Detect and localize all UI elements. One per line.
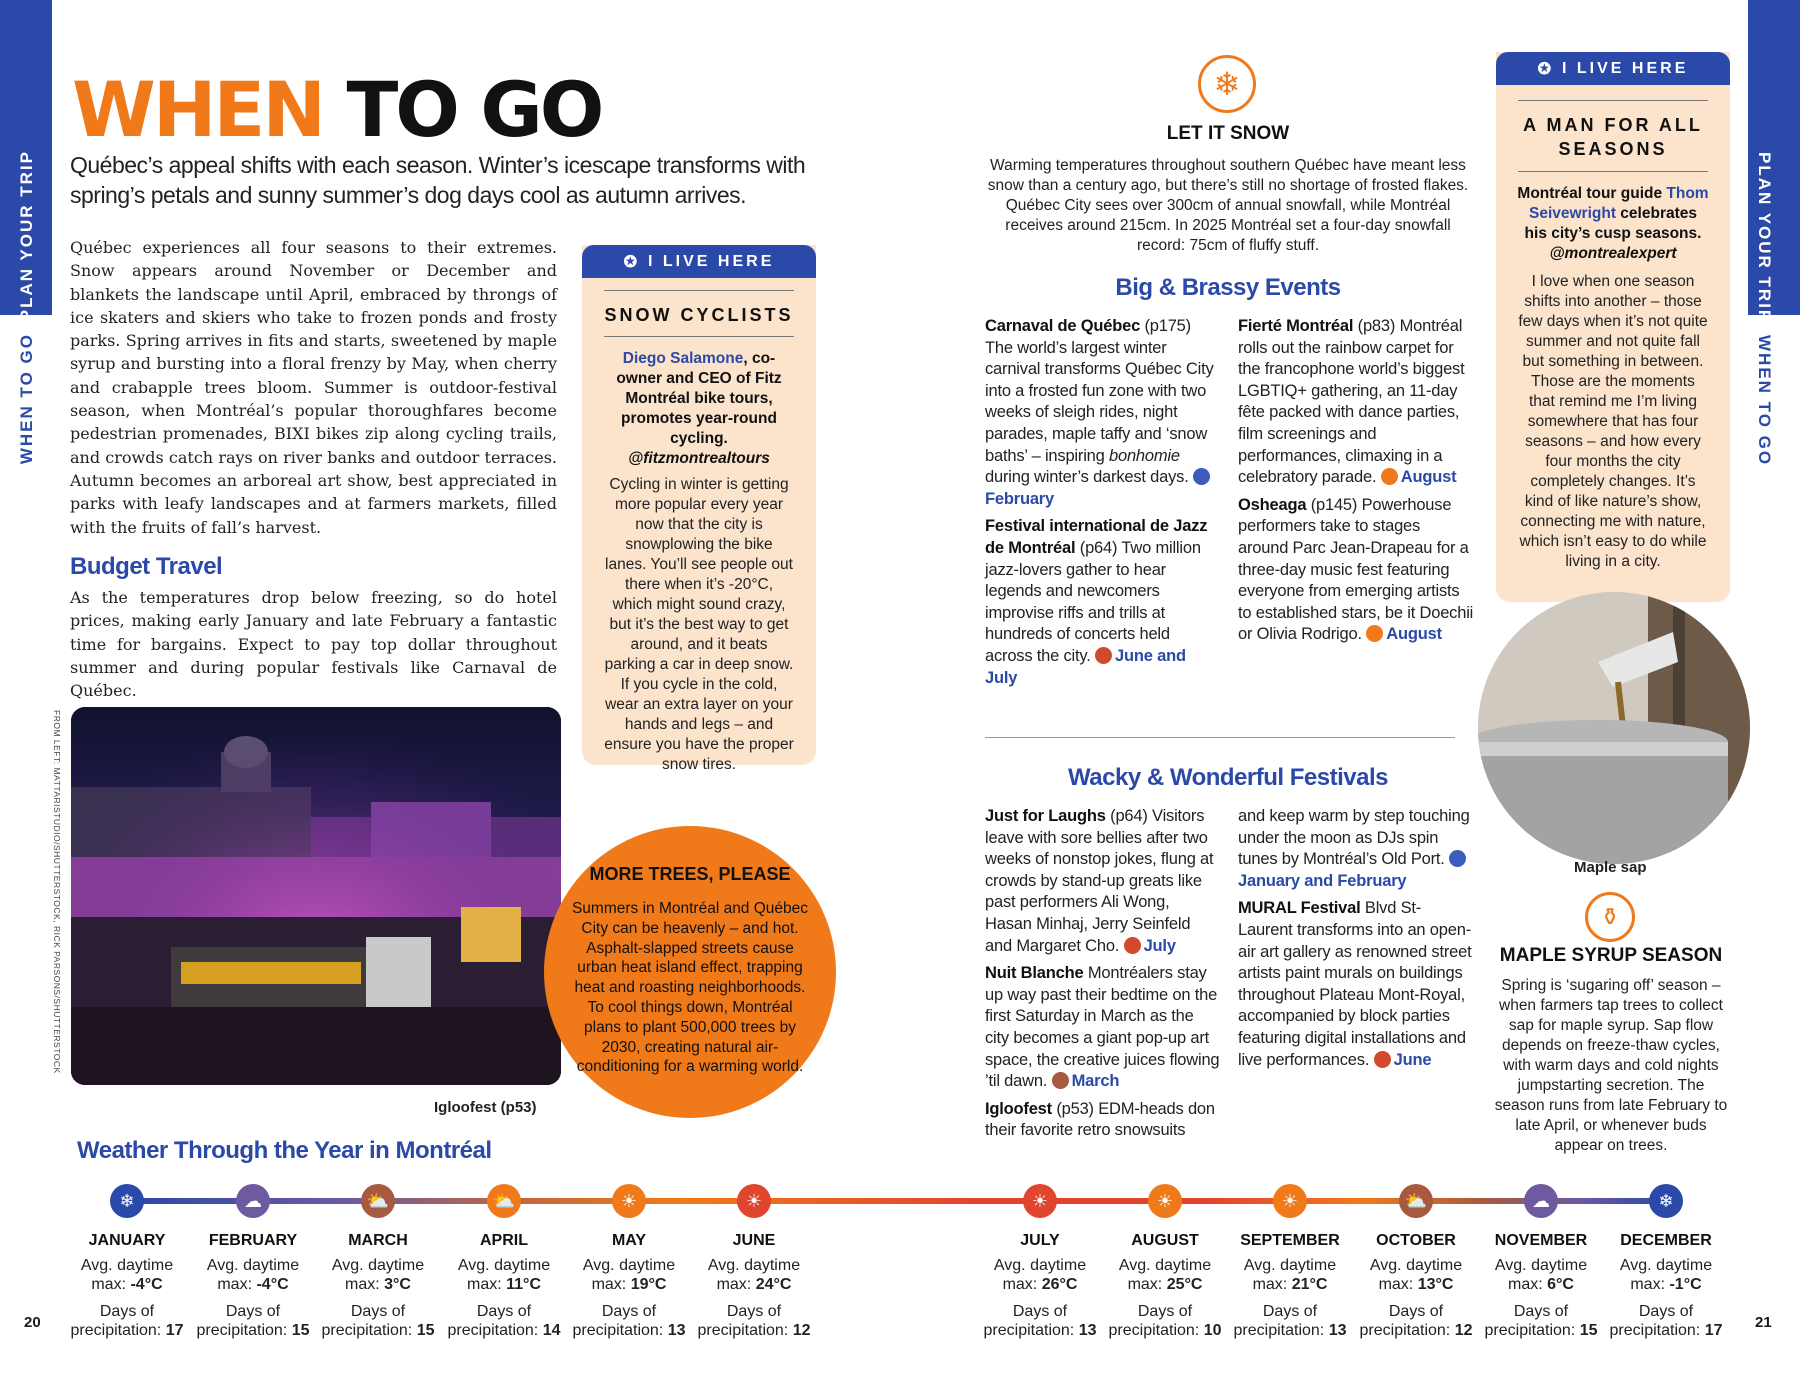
precipitation-value: 13 [667, 1322, 686, 1339]
snow-cyclists-lead [582, 349, 816, 449]
igloofest-photo [71, 707, 561, 1085]
precipitation-label: Days of precipitation: [1609, 1303, 1701, 1339]
event-name: MURAL Festival [1238, 899, 1361, 918]
month-name: MARCH [348, 1232, 408, 1249]
event-when-label: August [1400, 468, 1457, 487]
weather-month-april [439, 1184, 569, 1340]
snow-cyclists-header [582, 245, 816, 278]
temperature-label: Avg. daytime max: [1243, 1257, 1337, 1293]
divider [1518, 100, 1708, 101]
event-when [1381, 468, 1457, 486]
snowflake-glyph: ❄ [1213, 66, 1241, 102]
month-temperature [1351, 1256, 1481, 1294]
event-when-label: February [985, 489, 1055, 508]
maple-bottle-icon [1585, 892, 1635, 942]
temperature-label: Avg. daytime max: [1369, 1257, 1463, 1293]
maple-sap-illustration [1478, 592, 1750, 864]
sun-icon: ☀ [737, 1184, 771, 1218]
month-temperature [1225, 1256, 1355, 1294]
month-name: OCTOBER [1376, 1232, 1456, 1249]
igloofest-photo-illustration [71, 707, 561, 1085]
weather-heading: Weather Through the Year in Montréal [77, 1137, 492, 1164]
precipitation-value: 17 [165, 1322, 184, 1339]
event-name: Igloofest [985, 1099, 1052, 1118]
snow-cyclists-title: SNOW CYCLISTS [604, 305, 794, 325]
title-part-togo: TO GO [346, 65, 602, 154]
precipitation-value: 10 [1203, 1322, 1222, 1339]
cloud-snow-icon: ☁ [1524, 1184, 1558, 1218]
precipitation-label: Days of precipitation: [1108, 1303, 1200, 1339]
month-temperature [975, 1256, 1105, 1294]
precipitation-value: 15 [1579, 1322, 1598, 1339]
budget-text: As the temperatures drop below freezing, so do hotel prices, making early January and late February a fantastic time for bargains. Expect to pay top dollar throughout summer and during popular festivals like Carnaval de Québec. [70, 588, 557, 701]
cloud-sun-icon: ⛅ [1399, 1184, 1433, 1218]
sun-icon [1095, 647, 1112, 664]
event-text: and keep warm by step touching under the moon as DJs spin tunes by Montréal’s Old Port. [1238, 807, 1470, 869]
sun-icon [1374, 1051, 1391, 1068]
month-temperature [1476, 1256, 1606, 1294]
weather-month-february [188, 1184, 318, 1340]
temperature-label: Avg. daytime max: [582, 1257, 676, 1293]
event-when-label: March [1071, 1072, 1120, 1091]
right-tab-label: PLAN YOUR TRIP [1755, 152, 1774, 324]
cloud-sun-icon: ⛅ [487, 1184, 521, 1218]
temperature-value: 3°C [384, 1276, 411, 1293]
precipitation-label: Days of precipitation: [70, 1303, 162, 1339]
divider [1518, 171, 1708, 172]
month-name: AUGUST [1131, 1232, 1199, 1249]
temperature-label: Avg. daytime max: [457, 1257, 551, 1293]
big-brassy-col-2 [1238, 316, 1474, 646]
temperature-label: Avg. daytime max: [1619, 1257, 1713, 1293]
temperature-value: 25°C [1166, 1276, 1203, 1293]
event-when-label: June [1393, 1050, 1432, 1069]
sun-icon: ☀ [1148, 1184, 1182, 1218]
all-seasons-handle: @montrealexpert [1549, 245, 1677, 262]
section-divider [985, 737, 1455, 738]
event-name: Festival international de Jazz de Montréal [985, 517, 1208, 557]
month-name: JUNE [732, 1232, 776, 1249]
title-part-when: WHEN [72, 65, 323, 154]
weather-month-may [564, 1184, 694, 1340]
month-precipitation [1100, 1302, 1230, 1340]
month-temperature [313, 1256, 443, 1294]
event-ref: (p64) [1105, 807, 1148, 825]
budget-heading: Budget Travel [70, 553, 223, 580]
maple-title: MAPLE SYRUP SEASON [1499, 945, 1723, 966]
maple-body: Spring is ‘sugaring off’ season – when farmers tap trees to collect sap for maple syrup. Sap flow depends on freeze-thaw cycles, with warm days and cold nights jumpstarting secretion. The season runs from late February to late April, or whenever buds appear on trees. [1494, 977, 1728, 1154]
month-temperature [564, 1256, 694, 1294]
snowflake-icon [1449, 850, 1466, 867]
temperature-value: 21°C [1291, 1276, 1328, 1293]
month-precipitation [439, 1302, 569, 1340]
sun-icon [1124, 937, 1141, 954]
sun-icon: ☀ [1273, 1184, 1307, 1218]
weather-month-november [1476, 1184, 1606, 1340]
precipitation-value: 12 [792, 1322, 811, 1339]
temperature-label: Avg. daytime max: [707, 1257, 801, 1293]
photo-credit: FROM LEFT: MATTARISTUDIO/SHUTTERSTOCK, RICK PARSONS/SHUTTERSTOCK [52, 710, 62, 1074]
all-seasons-lead [1496, 184, 1730, 244]
month-precipitation [689, 1302, 819, 1340]
temperature-value: 24°C [755, 1276, 792, 1293]
temperature-value: 19°C [630, 1276, 667, 1293]
cloud-snow-icon: ☁ [236, 1184, 270, 1218]
event-name: Nuit Blanche [985, 964, 1084, 983]
event-igloofest-cont [1238, 806, 1474, 892]
month-temperature [439, 1256, 569, 1294]
event-text: The world’s largest winter carnival transforms Québec City into a frosted fun zone with two weeks of sleigh rides, night parades, maple taffy and ‘snow baths’ – inspiring [985, 338, 1214, 465]
sun-icon [1381, 468, 1398, 485]
let-it-snow-title: LET IT SNOW [1166, 123, 1290, 144]
let-it-snow-body: Warming temperatures throughout southern Québec have meant less snow than a century ago, but there’s still no shortage of frosted flakes. Québec City sees over 300cm of annual snowfall, while Montréal receives around 215cm. In 2025 Montréal set a four-day snowfall record: 75cm of fluffy stuff. [987, 157, 1469, 254]
precipitation-value: 17 [1704, 1322, 1723, 1339]
month-precipitation [1351, 1302, 1481, 1340]
precipitation-value: 14 [542, 1322, 561, 1339]
event-text: Montréalers stay up way past their bedtime on the first Saturday in March as the city becomes a giant pop-up art space, the creative juices flowing ’til dawn. [985, 964, 1220, 1091]
event-text: Two million jazz-lovers gather to hear legends and newcomers improvise riffs and trills at hundreds of concerts held across the city. [985, 538, 1201, 665]
temperature-label: Avg. daytime max: [206, 1257, 300, 1293]
event-mural [1238, 898, 1474, 1071]
month-name: SEPTEMBER [1240, 1232, 1340, 1249]
temperature-label: Avg. daytime max: [331, 1257, 425, 1293]
month-name: JANUARY [88, 1232, 166, 1249]
weather-month-october [1351, 1184, 1481, 1340]
right-sub-label: WHEN TO GO [1755, 335, 1774, 467]
precipitation-label: Days of precipitation: [697, 1303, 789, 1339]
event-text: EDM-heads don their favorite retro snowsuits [985, 1099, 1215, 1140]
event-when [1052, 1072, 1120, 1090]
month-temperature [1100, 1256, 1230, 1294]
event-ref: (p64) [1075, 538, 1118, 557]
snow-cyclists-card [582, 245, 816, 773]
event-text: during winter’s darkest days. [985, 468, 1189, 487]
month-name: FEBRUARY [208, 1232, 298, 1249]
event-ref: (p145) [1306, 495, 1358, 514]
main-body-text: Québec experiences all four seasons to their extremes. Snow appears around November or December and blankets the landscape until April, embraced by throngs of ice skaters and skiers who take to frozen ponds and frosty parks. Spring arrives in fits and starts, sweetened by maple syrup and bursting into a floral frenzy by May, when cherry and crabapple trees bloom. Summer is outdoor-festival season, when Montréal’s popular thoroughfares become pedestrian promenades, BIXI bikes zip along cycling trails, and crowds catch rays on river banks and outdoor terraces. Autumn becomes an arboreal art show, best appreciated in parks with leafy landscapes and at farmers markets, filled with the fruits of fall’s harvest. [70, 238, 557, 537]
precipitation-value: 13 [1328, 1322, 1347, 1339]
all-seasons-header-label: I LIVE HERE [1562, 59, 1689, 77]
cloud-sun-icon: ⛅ [361, 1184, 395, 1218]
event-igloofest [985, 1099, 1220, 1142]
pin-icon: ✪ [623, 253, 641, 271]
precipitation-value: 15 [416, 1322, 435, 1339]
month-temperature [62, 1256, 192, 1294]
divider [604, 290, 794, 291]
snowflake-icon [1198, 55, 1256, 113]
precipitation-value: 12 [1454, 1322, 1473, 1339]
temperature-value: -4°C [130, 1276, 163, 1293]
precipitation-value: 15 [291, 1322, 310, 1339]
more-trees-callout [544, 826, 836, 1118]
temperature-value: 6°C [1547, 1276, 1574, 1293]
month-precipitation [1225, 1302, 1355, 1340]
month-precipitation [62, 1302, 192, 1340]
event-nuit-blanche [985, 963, 1220, 1093]
month-precipitation [1476, 1302, 1606, 1340]
precipitation-label: Days of precipitation: [447, 1303, 539, 1339]
snowflake-icon: ❄ [110, 1184, 144, 1218]
page-number-right: 21 [1755, 1314, 1772, 1331]
snowflake-icon [1193, 468, 1210, 485]
weather-month-june [689, 1184, 819, 1340]
event-when [1124, 937, 1176, 955]
all-seasons-lead-name: Thom Seivewright [1529, 185, 1709, 222]
event-when [1366, 625, 1442, 643]
event-when-label: June and July [985, 646, 1186, 687]
snow-cyclists-lead-text: , co-owner and CEO of Fitz Montréal bike tours, promotes year-round cycling. [616, 350, 782, 447]
event-fierte [1238, 316, 1474, 489]
month-name: MAY [611, 1232, 647, 1249]
event-when-label: July [1143, 936, 1176, 955]
event-carnaval [985, 316, 1217, 510]
weather-month-march [313, 1184, 443, 1340]
maple-sap-photo [1478, 592, 1750, 864]
sun-icon [1366, 625, 1383, 642]
month-precipitation [313, 1302, 443, 1340]
precipitation-label: Days of precipitation: [1233, 1303, 1325, 1339]
page-title [72, 65, 602, 154]
event-when-label: January and February [1238, 871, 1407, 890]
snow-cyclists-handle: @fitzmontrealtours [628, 450, 770, 467]
wacky-col-1 [985, 806, 1220, 1142]
temperature-label: Avg. daytime max: [993, 1257, 1087, 1293]
temperature-value: -1°C [1669, 1276, 1702, 1293]
temperature-value: -4°C [256, 1276, 289, 1293]
event-osheaga [1238, 495, 1474, 646]
wacky-col-2 [1238, 806, 1474, 1071]
all-seasons-lead-post: celebrates his city’s cusp seasons. [1524, 205, 1702, 242]
pin-icon: ✪ [1537, 60, 1555, 78]
temperature-value: 13°C [1417, 1276, 1454, 1293]
weather-month-december [1601, 1184, 1731, 1340]
precipitation-label: Days of precipitation: [321, 1303, 413, 1339]
all-seasons-lead-pre: Montréal tour guide [1517, 185, 1667, 202]
event-name: Osheaga [1238, 495, 1307, 514]
weather-month-january [62, 1184, 192, 1340]
event-when [1374, 1051, 1432, 1069]
sun-icon: ☀ [1023, 1184, 1057, 1218]
all-seasons-card [1496, 52, 1730, 602]
event-jazz [985, 516, 1217, 689]
snow-cyclists-lead-name: Diego Salamone [622, 350, 744, 367]
month-name: JULY [1020, 1232, 1060, 1249]
temperature-label: Avg. daytime max: [1118, 1257, 1212, 1293]
snowflake-icon: ❄ [1649, 1184, 1683, 1218]
event-ref: (p175) [1140, 317, 1191, 335]
event-when-label: August [1386, 625, 1442, 644]
precipitation-label: Days of precipitation: [572, 1303, 664, 1339]
left-tab-label: PLAN YOUR TRIP [17, 150, 36, 322]
more-trees-title: MORE TREES, PLEASE [589, 864, 791, 884]
event-text: Visitors leave with sore bellies after two weeks of nonstop jokes, flung at crowds by stand-up greats like past performers Ali Wong, Hasan Minhaj, Jerry Seinfeld and Margaret Cho. [985, 807, 1214, 955]
weather-month-august [1100, 1184, 1230, 1340]
big-brassy-col-1 [985, 316, 1217, 689]
precipitation-label: Days of precipitation: [1359, 1303, 1451, 1339]
weather-month-september [1225, 1184, 1355, 1340]
event-ref: (p53) [1051, 1099, 1094, 1118]
temperature-value: 11°C [506, 1276, 541, 1293]
event-name: Just for Laughs [985, 807, 1106, 825]
big-brassy-heading: Big & Brassy Events [1115, 274, 1341, 301]
event-name: Fierté Montréal [1238, 317, 1354, 335]
intro-text: Québec’s appeal shifts with each season. Winter’s icescape transforms with spring’s petals and sunny summer’s dog days cool as autumn arrives. [70, 152, 806, 208]
more-trees-body: Summers in Montréal and Québec City can be heavenly – and hot. Asphalt-slapped streets cause urban heat island effect, trapping heat and roasting neighborhoods. To cool things down, Montréal plans to plant 500,000 trees by 2030, creating natural air-conditioning for a warming world. [571, 900, 809, 1076]
left-sub-label: WHEN TO GO [17, 333, 36, 465]
page-number-left: 20 [24, 1314, 41, 1331]
snow-cyclists-header-label: I LIVE HERE [648, 252, 775, 270]
month-precipitation [1601, 1302, 1731, 1340]
month-name: APRIL [480, 1232, 528, 1249]
month-temperature [1601, 1256, 1731, 1294]
sun-icon: ☀ [612, 1184, 646, 1218]
event-italic: bonhomie [1109, 446, 1180, 465]
month-name: DECEMBER [1620, 1232, 1712, 1249]
precipitation-value: 13 [1078, 1322, 1097, 1339]
all-seasons-body: I love when one season shifts into another – those few days when it’s not quite summer and not quite fall but something in between. Those are the moments that remind me I’m living somewhere that has four seasons – and how every four months the city completely changes. It’s kind of like nature’s show, connecting me with nature, which isn’t easy to do while living in a city. [1518, 273, 1708, 570]
event-text: Powerhouse performers take to stages around Parc Jean-Drapeau for a three-day music fest featuring everyone from emerging artists to established stars, be it Doechii or Olivia Rodrigo. [1238, 495, 1474, 644]
photo-caption: Igloofest (p53) [434, 1099, 537, 1116]
month-temperature [689, 1256, 819, 1294]
weather-month-july [975, 1184, 1105, 1340]
divider [604, 336, 794, 337]
month-precipitation [975, 1302, 1105, 1340]
snow-cyclists-body: Cycling in winter is getting more popular every year now that the city is snowplowing the bike lanes. You’ll see people out there when it’s -20°C, which might sound crazy, but it’s the best way to get around, and it beats parking a car in deep snow. If you cycle in the cold, wear an extra layer on your hands and legs – and ensure you have the proper snow tires. [604, 476, 794, 773]
maple-caption: Maple sap [1574, 859, 1647, 876]
event-name: Carnaval de Québec [985, 317, 1141, 335]
temperature-label: Avg. daytime max: [80, 1257, 174, 1293]
month-precipitation [564, 1302, 694, 1340]
month-precipitation [188, 1302, 318, 1340]
event-text: Montréal rolls out the rainbow carpet for the francophone world’s biggest LGBTIQ+ gathering, an 11-day fête packed with dance parties, film screenings and performances, climaxing in a celebratory parade. [1238, 317, 1465, 487]
temperature-label: Avg. daytime max: [1494, 1257, 1588, 1293]
precipitation-label: Days of precipitation: [983, 1303, 1075, 1339]
temperature-value: 26°C [1041, 1276, 1078, 1293]
all-seasons-header [1496, 52, 1730, 85]
month-temperature [188, 1256, 318, 1294]
maple-bottle-glyph: ⚱ [1599, 903, 1621, 931]
event-just-for-laughs [985, 806, 1220, 957]
precipitation-label: Days of precipitation: [196, 1303, 288, 1339]
month-name: NOVEMBER [1494, 1232, 1588, 1249]
event-ref: (p83) [1353, 317, 1396, 335]
all-seasons-title: A MAN FOR ALL SEASONS [1523, 115, 1703, 159]
event-text: Blvd St-Laurent transforms into an open-air art gallery as renowned street artists paint murals on buildings throughout Plateau Mont-Royal, accompanied by block parties featuring digital installations and live performances. [1238, 899, 1472, 1069]
precipitation-label: Days of precipitation: [1484, 1303, 1576, 1339]
cloud-sun-icon [1052, 1072, 1069, 1089]
wacky-heading: Wacky & Wonderful Festivals [1068, 764, 1388, 791]
